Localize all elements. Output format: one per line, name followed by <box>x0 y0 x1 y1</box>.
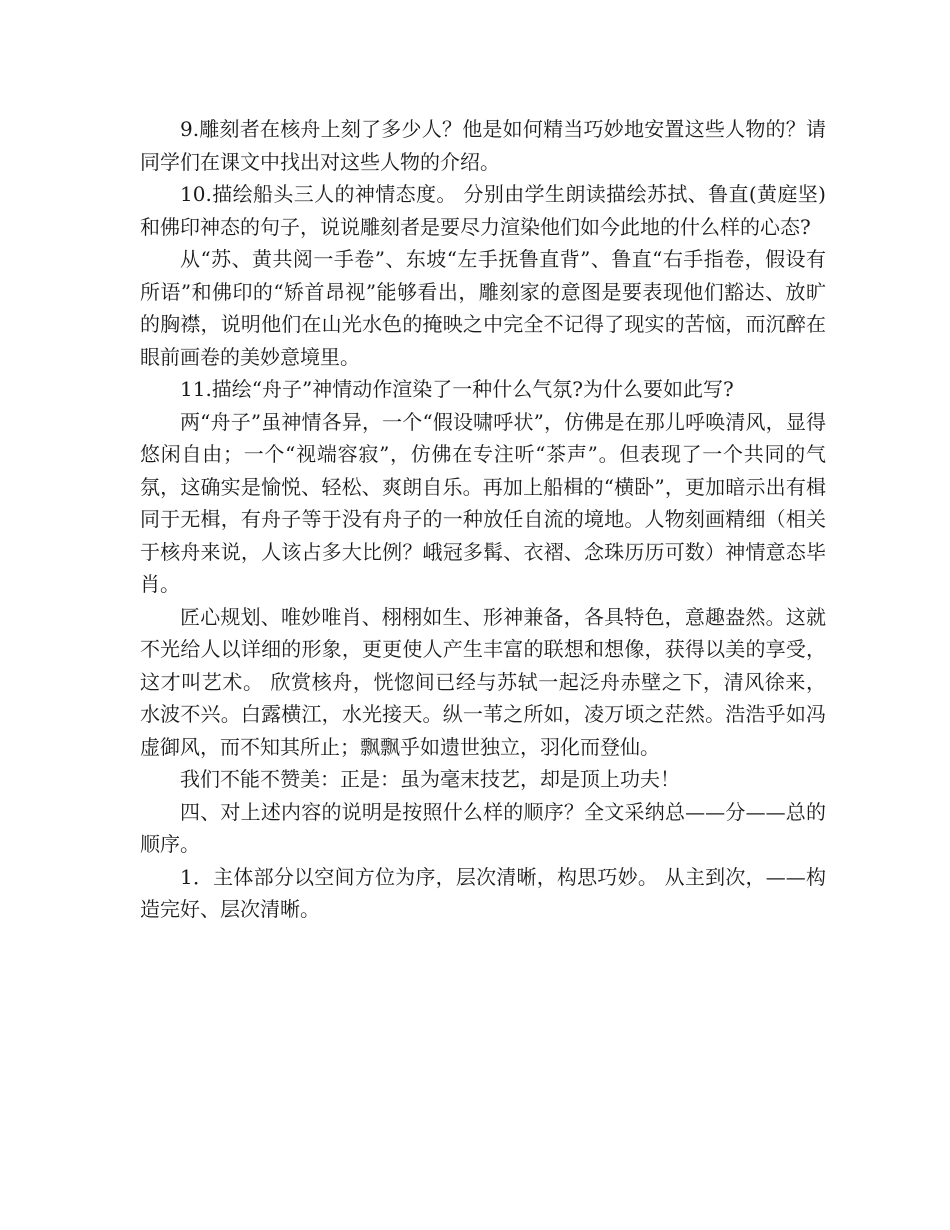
paragraph-q11-answer: 两“舟子”虽神情各异，一个“假设啸呼状”，仿佛是在那儿呼唤清风，显得悠闲自由；一个“视端容寂”，仿佛在专注听“茶声”。但表现了一个共同的气氛，这确实是愉悦、轻松、爽朗自乐。再加上船楫的“横卧”，更加暗示出有楫同于无楫，有舟子等于没有舟子的一种放任自流的境地。人物刻画精细（相关于核舟来说，人该占多大比例？峨冠多髯、衣褶、念珠历历可数）神情意态毕肖。 <box>140 409 826 596</box>
paragraph-praise: 我们不能不赞美：正是：虽为毫末技艺，却是顶上功夫！ <box>180 767 680 791</box>
paragraph-point-one: 1．主体部分以空间方位为序，层次清晰，构思巧妙。 从主到次，——构造完好、层次清晰。 <box>140 864 826 921</box>
document-body <box>140 113 826 926</box>
paragraph-appreciation: 匠心规划、唯妙唯肖、栩栩如生、形神兼备，各具特色，意趣盎然。这就不光给人以详细的形象，更更使人产生丰富的联想和想像，获得以美的享受，这才叫艺术。 欣赏核舟，恍惚间已经与苏轼一起泛舟赤壁之下，清风徐来，水波不兴。白露横江，水光接天。纵一苇之所如，凌万顷之茫然。浩浩乎如冯虚御风，而不知其所止；飘飘乎如遗世独立，羽化而登仙。 <box>140 604 826 759</box>
paragraph-section-four: 四、对上述内容的说明是按照什么样的顺序？全文采纳总——分——总的顺序。 <box>140 799 826 856</box>
paragraph-q9: 9.雕刻者在核舟上刻了多少人？他是如何精当巧妙地安置这些人物的？请同学们在课文中找出对这些人物的介绍。 <box>140 117 826 174</box>
paragraph-q10-answer: 从“苏、黄共阅一手卷”、东坡“左手抚鲁直背”、鲁直“右手指卷，假设有所语”和佛印的“矫首昂视”能够看出，雕刻家的意图是要表现他们豁达、放旷的胸襟，说明他们在山光水色的掩映之中完全不记得了现实的苦恼，而沉醉在眼前画卷的美妙意境里。 <box>140 247 826 369</box>
paragraph-q11: 11.描绘“舟子”神情动作渲染了一种什么气氛?为什么要如此写? <box>180 377 734 401</box>
paragraph-q10: 10.描绘船头三人的神情态度。 分别由学生朗读描绘苏拭、鲁直(黄庭坚)和佛印神态的句子，说说雕刻者是要尽力渲染他们如今此地的什么样的心态? <box>140 182 826 239</box>
